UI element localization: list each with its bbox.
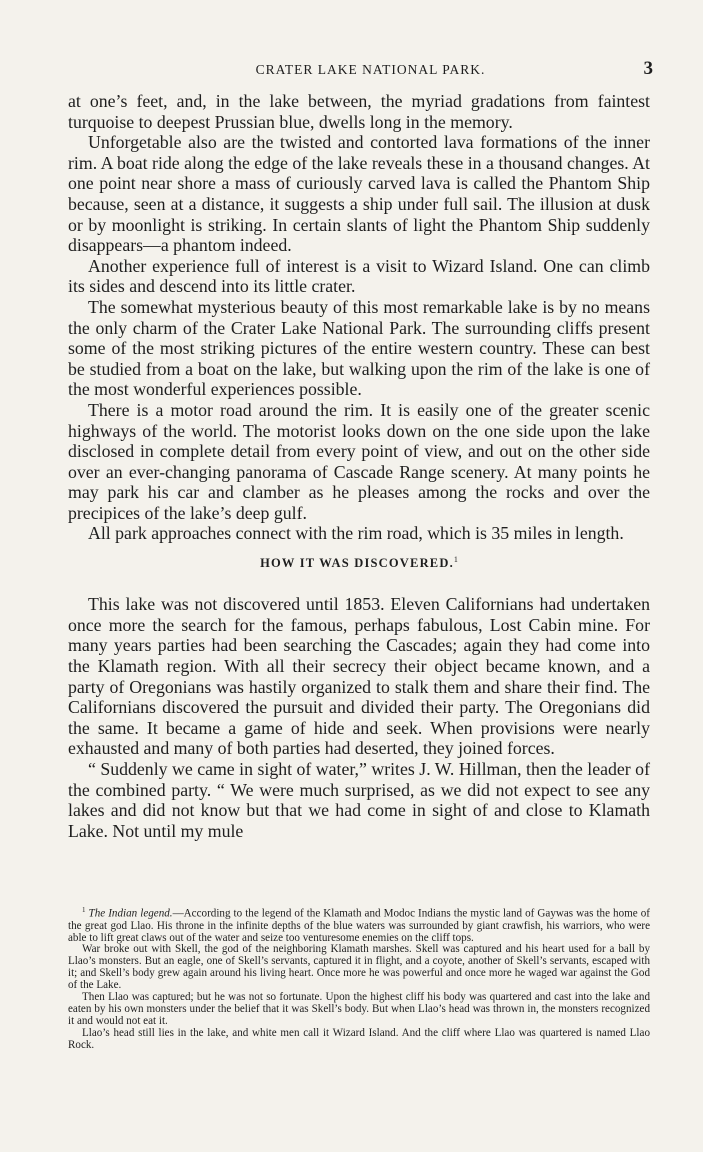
paragraph-rim-road: All park approaches connect with the rim road, which is 35 miles in length.	[88, 523, 624, 544]
footnote-1-text: —According to the legend of the Klamath and Modoc Indians the mystic land of Gaywas was the home of the great god Llao. His throne in the infinite depths of the blue waters was surrounded by giant crawfish, his warriors, who were able to lift great claws out of the water and seize too venturesome enemies on the cliff tops.	[68, 907, 650, 944]
body-text	[68, 91, 650, 841]
footnote-lead: The Indian legend.	[88, 907, 173, 920]
paragraph-surrounding-cliffs: The somewhat mysterious beauty of this most remarkable lake is by no means the only charm of the Crater Lake National Park. The surrounding cliffs present some of the most striking pictures of the entire western country. These can best be studied from a boat on the lake, but walking upon the rim of the lake is one of the most wonderful experiences possible.	[68, 296, 650, 400]
section-heading	[68, 553, 650, 570]
footnotes	[68, 905, 650, 1052]
footnote-mark: 1	[82, 906, 86, 914]
footnote-paragraph-war: War broke out with Skell, the god of the neighboring Klamath marshes. Skell was captured and his heart used for a ball by Llao’s monsters. But an eagle, one of Skell’s servants, captured it in flight, and a coyote, another of Skell’s servants, escaped with it; and Skell’s body grew again around his living heart. Once more he was powerful and once more he waged war against the God of the Lake.	[68, 943, 650, 992]
running-title: CRATER LAKE NATIONAL PARK.	[255, 62, 486, 77]
paragraph-discovery: This lake was not discovered until 1853. Eleven Californians had undertaken once more the search for the famous, perhaps fabulous, Lost Cabin mine. For many years parties had been searching the Cascades; again they had come into the Klamath region. With all their secrecy their object became known, and a party of Oregonians was hastily organized to stalk them and share their find. The Californians discovered the pursuit and divided their party. The Oregonians did the same. It became a game of hide and seek. When provisions were nearly exhausted and many of both parties had deserted, they joined forces.	[68, 594, 650, 759]
footnote-reference: 1	[453, 555, 458, 565]
footnote-1	[68, 905, 650, 944]
paragraph-motor-road: There is a motor road around the rim. It is easily one of the greater scenic highways of the world. The motorist looks down on the one side upon the lake disclosed in complete detail from every point of view, and out on the other side over an ever-changing panorama of Cascade Range scenery. At many points he may park his car and clamber as he pleases among the rocks and over the precipices of the lake’s deep gulf.	[68, 399, 650, 523]
running-head	[88, 60, 653, 82]
paragraph-continued: at one’s feet, and, in the lake between, the myriad gradations from faintest turquoise to deepest Prussian blue, dwells long in the memory.	[68, 91, 650, 132]
footnote-paragraph-capture: Then Llao was captured; but he was not so fortunate. Upon the highest cliff his body was quartered and cast into the lake and eaten by his own monsters under the belief that it was Skell’s body. But when Llao’s head was thrown in, the monsters recognized it and would not eat it.	[68, 991, 650, 1027]
paragraph-lava-formations: Unforgetable also are the twisted and contorted lava formations of the inner rim. A boat ride along the edge of the lake reveals these in a thousand changes. At one point near shore a mass of curiously carved lava is called the Phantom Ship because, seen at a distance, it suggests a ship under full sail. The illusion at dusk or by moonlight is striking. In certain slants of light the Phantom Ship suddenly disappears—a phantom indeed.	[68, 132, 650, 256]
footnote-paragraph-llao-rock: Llao’s head still lies in the lake, and white men call it Wizard Island. And the cliff where Llao was quartered is named Llao Rock.	[68, 1026, 650, 1051]
section-heading-text: HOW IT WAS DISCOVERED.	[260, 556, 454, 571]
page-number: 3	[643, 58, 653, 79]
paragraph-hillman-quote: “ Suddenly we came in sight of water,” writes J. W. Hillman, then the leader of the combined party. “ We were much surprised, as we did not expect to see any lakes and did not know but that we had come in sight of and close to Klamath Lake. Not until my mule	[68, 758, 650, 841]
paragraph-wizard-island: Another experience full of interest is a visit to Wizard Island. One can climb its sides and descend into its little crater.	[68, 255, 650, 297]
